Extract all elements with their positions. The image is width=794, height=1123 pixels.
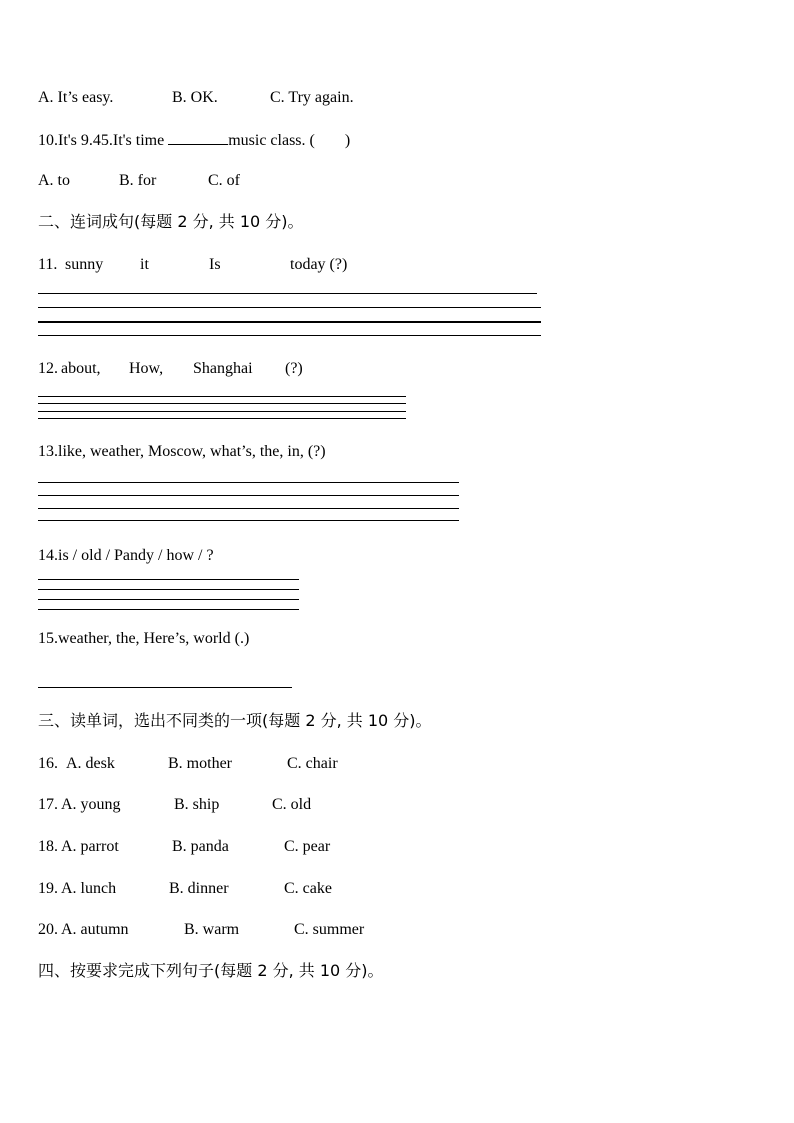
q16-option-a: A. desk bbox=[66, 755, 115, 772]
q11-number: 11. bbox=[38, 256, 58, 273]
q10-option-b: B. for bbox=[119, 172, 157, 189]
q11-answer-line[interactable] bbox=[38, 307, 541, 308]
q10-options bbox=[38, 171, 240, 191]
q13-number: 13. bbox=[38, 443, 58, 460]
q10-number: 10. bbox=[38, 132, 58, 149]
q20-option-b: B. warm bbox=[184, 921, 240, 938]
q18-option-b: B. panda bbox=[172, 838, 229, 855]
q16-row bbox=[38, 754, 338, 774]
q18-number: 18. bbox=[38, 838, 58, 855]
q16-option-b: B. mother bbox=[168, 755, 232, 772]
q11-word-4: today (?) bbox=[290, 256, 348, 273]
q14-answer-line[interactable] bbox=[38, 609, 299, 610]
q15-number: 15. bbox=[38, 630, 58, 647]
q12-word-1: about, bbox=[61, 360, 101, 377]
q12-number: 12. bbox=[38, 360, 58, 377]
q13-answer-line[interactable] bbox=[38, 508, 459, 509]
q20-option-a: A. autumn bbox=[61, 921, 129, 938]
section4-heading: 四、按要求完成下列句子(每题 2 分, 共 10 分)。 bbox=[38, 961, 384, 980]
q9-option-b: B. OK. bbox=[172, 89, 218, 106]
q11-answer-line[interactable] bbox=[38, 335, 541, 336]
section3-heading: 三、读单词，选出不同类的一项(每题 2 分, 共 10 分)。 bbox=[38, 711, 432, 730]
q11-word-3: Is bbox=[209, 256, 221, 273]
q19-option-a: A. lunch bbox=[61, 880, 117, 897]
q13-words: like, weather, Moscow, what’s, the, in, (?) bbox=[58, 443, 326, 460]
q12-answer-line[interactable] bbox=[38, 418, 406, 419]
q20-row bbox=[38, 920, 365, 940]
q15-words: weather, the, Here’s, world (.) bbox=[58, 630, 250, 647]
q16-option-c: C. chair bbox=[287, 755, 338, 772]
q11-prompt bbox=[38, 255, 348, 275]
q11-word-1: sunny bbox=[65, 256, 104, 273]
q10-question bbox=[38, 130, 350, 151]
q12-prompt bbox=[38, 359, 303, 379]
q12-word-2: How, bbox=[129, 360, 164, 377]
q12-answer-line[interactable] bbox=[38, 411, 406, 412]
q19-number: 19. bbox=[38, 880, 58, 897]
q20-number: 20. bbox=[38, 921, 58, 938]
q17-row bbox=[38, 795, 312, 815]
q17-option-b: B. ship bbox=[174, 796, 220, 813]
q12-answer-line[interactable] bbox=[38, 403, 406, 404]
q11-word-2: it bbox=[140, 256, 149, 273]
q16-number: 16. bbox=[38, 755, 58, 772]
q9-options bbox=[38, 88, 354, 108]
q9-option-a: A. It’s easy. bbox=[38, 89, 114, 106]
q15-answer-line[interactable] bbox=[38, 687, 292, 688]
q14-answer-line[interactable] bbox=[38, 599, 299, 600]
q10-suffix: music class. ( bbox=[228, 132, 315, 149]
section2-heading: 二、连词成句(每题 2 分, 共 10 分)。 bbox=[38, 212, 304, 231]
q14-prompt bbox=[38, 546, 214, 566]
q14-answer-line[interactable] bbox=[38, 579, 299, 580]
q18-row bbox=[38, 837, 331, 857]
q20-option-c: C. summer bbox=[294, 921, 365, 938]
q19-row bbox=[38, 879, 332, 899]
q14-number: 14. bbox=[38, 547, 58, 564]
q19-option-c: C. cake bbox=[284, 880, 332, 897]
q17-option-c: C. old bbox=[272, 796, 312, 813]
q12-word-4: (?) bbox=[285, 360, 303, 377]
q14-answer-line[interactable] bbox=[38, 589, 299, 590]
q10-option-a: A. to bbox=[38, 172, 70, 189]
q11-answer-line[interactable] bbox=[38, 321, 541, 323]
q18-option-a: A. parrot bbox=[61, 838, 119, 855]
q18-option-c: C. pear bbox=[284, 838, 331, 855]
q10-option-c: C. of bbox=[208, 172, 240, 189]
q11-answer-line[interactable] bbox=[38, 293, 537, 294]
q17-option-a: A. young bbox=[61, 796, 121, 813]
q13-answer-line[interactable] bbox=[38, 482, 459, 483]
q15-prompt bbox=[38, 629, 249, 649]
q13-answer-line[interactable] bbox=[38, 495, 459, 496]
q12-answer-line[interactable] bbox=[38, 396, 406, 397]
q10-answer-blank[interactable] bbox=[168, 130, 228, 145]
q9-option-c: C. Try again. bbox=[270, 89, 354, 106]
q12-word-3: Shanghai bbox=[193, 360, 253, 377]
q13-prompt bbox=[38, 442, 326, 462]
q14-words: is / old / Pandy / how / ? bbox=[58, 547, 214, 564]
q10-close-paren: ) bbox=[344, 132, 351, 149]
q19-option-b: B. dinner bbox=[169, 880, 229, 897]
q13-answer-line[interactable] bbox=[38, 520, 459, 521]
q17-number: 17. bbox=[38, 796, 58, 813]
q10-prefix: It's 9.45.It's time bbox=[58, 132, 165, 149]
